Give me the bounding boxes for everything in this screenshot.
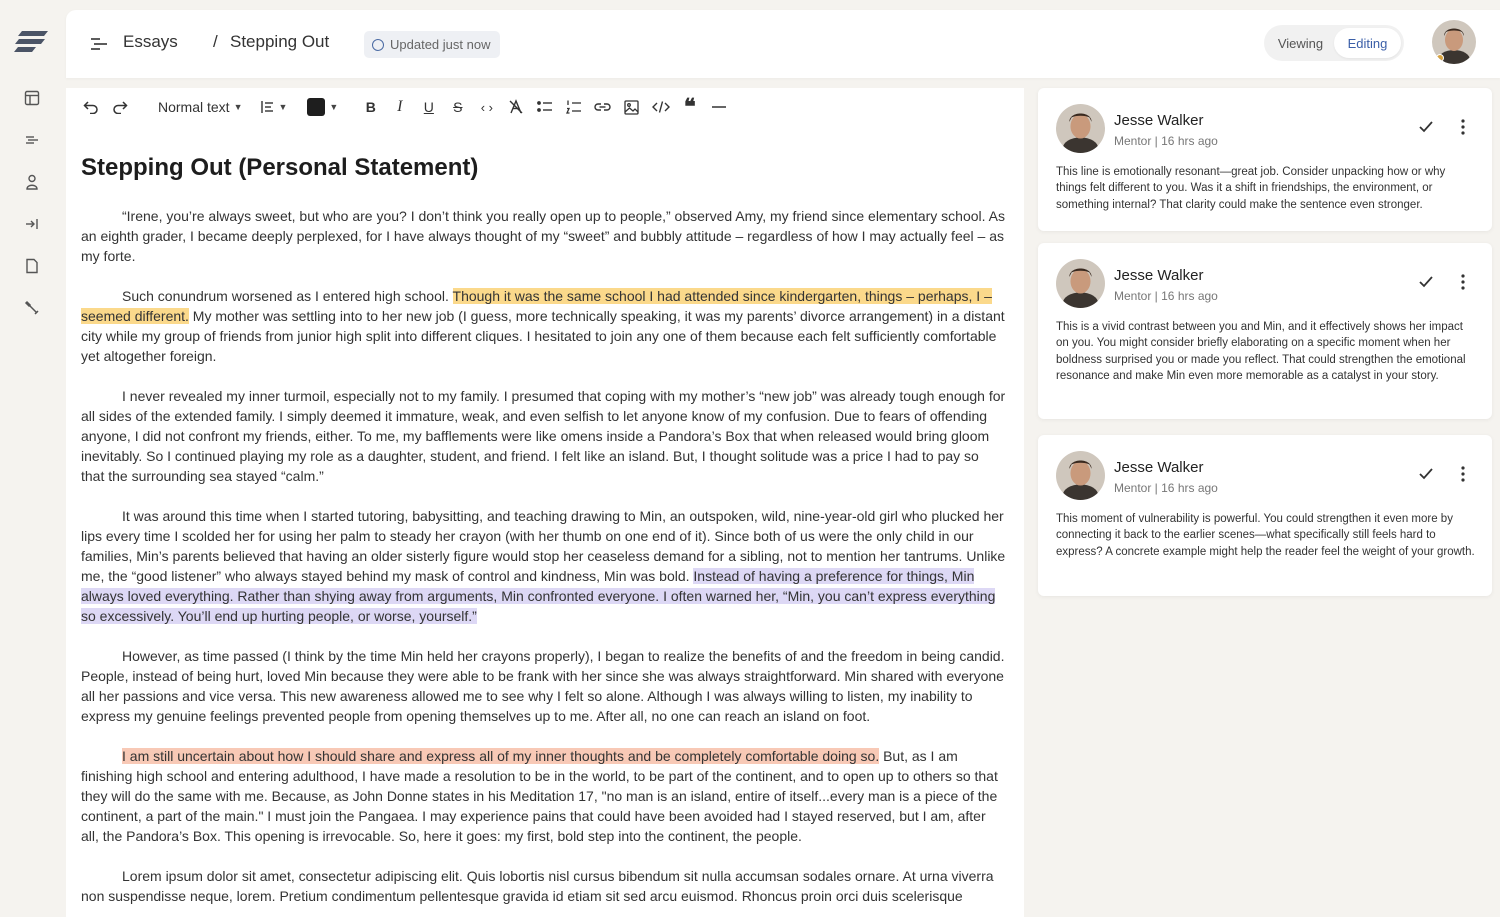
menu-icon[interactable] [90, 36, 108, 52]
collapse-icon[interactable] [22, 214, 42, 234]
align-dropdown[interactable] [261, 94, 288, 120]
code-inline-icon[interactable]: ‹ › [480, 99, 493, 115]
outline-icon[interactable] [22, 130, 42, 150]
color-swatch [307, 98, 325, 116]
comment-card[interactable] [1038, 88, 1492, 231]
tools-icon[interactable] [22, 298, 42, 318]
more-vertical-icon[interactable] [1454, 465, 1472, 483]
paragraph-6 [81, 746, 1006, 846]
top-bar [66, 10, 1500, 78]
divider-icon[interactable] [708, 94, 729, 120]
status-badge [364, 31, 500, 58]
editor-panel [66, 88, 1024, 917]
paragraph-4 [81, 506, 1006, 626]
resolve-check-icon[interactable] [1417, 118, 1435, 136]
comment-card[interactable] [1038, 435, 1492, 596]
status-circle-icon [372, 39, 384, 51]
breadcrumb-document[interactable]: Stepping Out [230, 32, 330, 51]
comment-meta: Mentor | 16 hrs ago [1114, 481, 1218, 495]
strikethrough-icon[interactable]: S [453, 99, 463, 115]
logo-icon[interactable] [14, 28, 50, 56]
document-title[interactable]: Stepping Out (Personal Statement) [81, 154, 479, 181]
comment-text: This is a vivid contrast between you and Min, and it effectively shows her impact on you. You might consider briefly elaborating on a specific moment when her boldness surprised you or made you reflect. That could strengthen the emotional resonance and make Min even more memorable as a catalyst in your story. [1056, 321, 1466, 382]
undo-icon[interactable] [80, 94, 101, 120]
paragraph-2 [81, 286, 1006, 366]
user-avatar[interactable] [1432, 20, 1476, 64]
quote-icon[interactable]: ❝ [683, 94, 696, 119]
comment-text: This line is emotionally resonant—great job. Consider unpacking how or why things felt different to you. Was it a shift in friendships, the environment, or something internal? That clarity could make the sentence even stronger. [1056, 166, 1446, 211]
highlight-comment-1[interactable]: Though it was the same school I had attended since kindergarten, things – perhaps, I – seemed different. [81, 288, 992, 324]
paragraph-text: But, as I am finishing high school and entering adulthood, I have made a resolution to be in the world, to be part of the continent, and to open up to others so that they will do the same with me. Because, as John Donne states in his Meditation 17, "no man is an island, entire of itself...every man is a piece of the continent, a part of the main." I must join the Pangaea. I may experience pains that could have been avoided had I stayed reserved, but I am, after all, the Pandora’s Box. This opening is irrevocable. So, here it goes: my first, bold step into the continent, the people. [81, 748, 998, 844]
highlight-comment-2[interactable]: Instead of having a preference for things, Min always loved everything. Rather than shying away from arguments, Min confronted everyone. I often warned her, “Min, you can’t express everything so excessively. You’ll end up hurting people, or worse, yourself.” [81, 568, 996, 624]
text-style-dropdown[interactable] [158, 94, 243, 120]
bold-icon[interactable]: B [365, 99, 376, 115]
viewing-button[interactable]: Viewing [1277, 35, 1324, 51]
document-icon[interactable] [22, 256, 42, 276]
more-vertical-icon[interactable] [1454, 118, 1472, 136]
document-body[interactable] [81, 206, 1006, 917]
text-style-label: Normal text [158, 99, 230, 115]
underline-icon[interactable]: U [423, 99, 434, 115]
online-status-dot [1436, 54, 1444, 62]
resolve-check-icon[interactable] [1417, 465, 1435, 483]
formatting-toolbar [66, 88, 1024, 126]
image-icon[interactable] [621, 94, 642, 120]
text-color-dropdown[interactable] [307, 94, 338, 120]
comment-card[interactable] [1038, 243, 1492, 419]
comment-text: This moment of vulnerability is powerful. You could strengthen it even more by connecting it back to the earlier scenes—what specifically still feels hard to express? A concrete example might help the reader feel the weight of your growth. [1056, 513, 1475, 558]
chevron-down-icon: ▼ [233, 102, 243, 112]
comment-author: Jesse Walker [1114, 459, 1204, 476]
paragraph-7: Lorem ipsum dolor sit amet, consectetur adipiscing elit. Quis lobortis nisl cursus bibendum sit nulla accumsan sodales ornare. At urna viverra non suspendisse neque, lorem. Pretium condimentum pellentesque gravida id etiam sit sed arcu euismod. Rhoncus proin orci duis scelerisque [81, 868, 994, 904]
more-vertical-icon[interactable] [1454, 273, 1472, 291]
paragraph-3: I never revealed my inner turmoil, especially not to my family. I presumed that coping with my mother’s “new job” was already tough enough for all sides of the extended family. I simply deemed it immature, weak, and even selfish to let anyone know of my confusion. Due to fears of offending anyone, I did not confront my friends, either. To me, my bafflements were like omens inside a Pandora’s Box that when released would bring gloom inevitably. So I continued playing my role as a daughter, student, and friend. I felt like an island. But, I thought solitude was a price I had to pay so that the surrounding sea stayed “calm.” [81, 388, 1006, 484]
link-icon[interactable] [592, 94, 613, 120]
resolve-check-icon[interactable] [1417, 273, 1435, 291]
clear-format-icon[interactable] [505, 94, 526, 120]
comment-meta: Mentor | 16 hrs ago [1114, 134, 1218, 148]
paragraph-5: However, as time passed (I think by the time Min held her crayons properly), I began to realize the benefits of and the freedom in being candid. People, instead of being hurt, loved Min because they were able to be frank with her since she was always straightforward. Min shared with everyone all her passions and vice versa. This new awareness allowed me to see why I felt so alone. Although I was always willing to listen, my inability to express my genuine feelings prevented people from opening themselves up to me. After all, no one can reach an island on foot. [81, 648, 1005, 724]
breadcrumb-essays[interactable]: Essays [123, 32, 178, 51]
avatar [1056, 104, 1105, 153]
code-block-icon[interactable] [650, 94, 671, 120]
paragraph-1: “Irene, you’re always sweet, but who are you? I don’t think you really open up to people,” observed Amy, my friend since elementary school. As an eighth grader, I became deeply perplexed, for I have always thought of my “sweet” and bubbly attitude – regardless of how I may actually feel – as my forte. [81, 208, 1005, 264]
left-rail [0, 0, 66, 917]
editing-button[interactable]: Editing [1334, 28, 1401, 58]
paragraph-text: Such conundrum worsened as I entered high school. [122, 288, 453, 304]
layout-icon[interactable] [22, 88, 42, 108]
comment-meta: Mentor | 16 hrs ago [1114, 289, 1218, 303]
paragraph-text: My mother was settling into to her new job (I guess, more technically speaking, it was my parents’ divorce arrangement) in a distant city while my group of friends from junior high split into different cliques. I hesitated to join any one of them because each felt sufficiently comfortable yet altogether foreign. [81, 308, 1005, 364]
chevron-down-icon: ▼ [278, 102, 288, 112]
avatar [1056, 259, 1105, 308]
paragraph-text: It was around this time when I started tutoring, babysitting, and teaching drawing to Min, an outspoken, wild, nine-year-old girl who plucked her lips every time I scolded her for using her palm to steady her crayon (with her thumb on one end of it). Since both of us were the only child in our families, Min’s parents believed that having an older sisterly figure would stop her ceaseless demand for a sibling, not to mention her tantrums. Unlike me, the “good listener” who always stayed behind my mask of control and kindness, Min was bold. [81, 508, 1006, 584]
comment-author: Jesse Walker [1114, 112, 1204, 129]
status-text: Updated just now [390, 37, 491, 52]
mode-toggle [1264, 25, 1404, 61]
breadcrumb-separator: / [213, 32, 218, 51]
highlight-comment-3[interactable]: I am still uncertain about how I should share and express all of my inner thoughts and be completely comfortable doing so. [122, 748, 880, 764]
chevron-down-icon: ▼ [329, 102, 339, 112]
person-icon[interactable] [22, 172, 42, 192]
bullet-list-icon[interactable] [534, 94, 555, 120]
italic-icon[interactable]: I [397, 98, 403, 115]
redo-icon[interactable] [109, 94, 130, 120]
comment-author: Jesse Walker [1114, 267, 1204, 284]
avatar [1056, 451, 1105, 500]
numbered-list-icon[interactable] [563, 94, 584, 120]
